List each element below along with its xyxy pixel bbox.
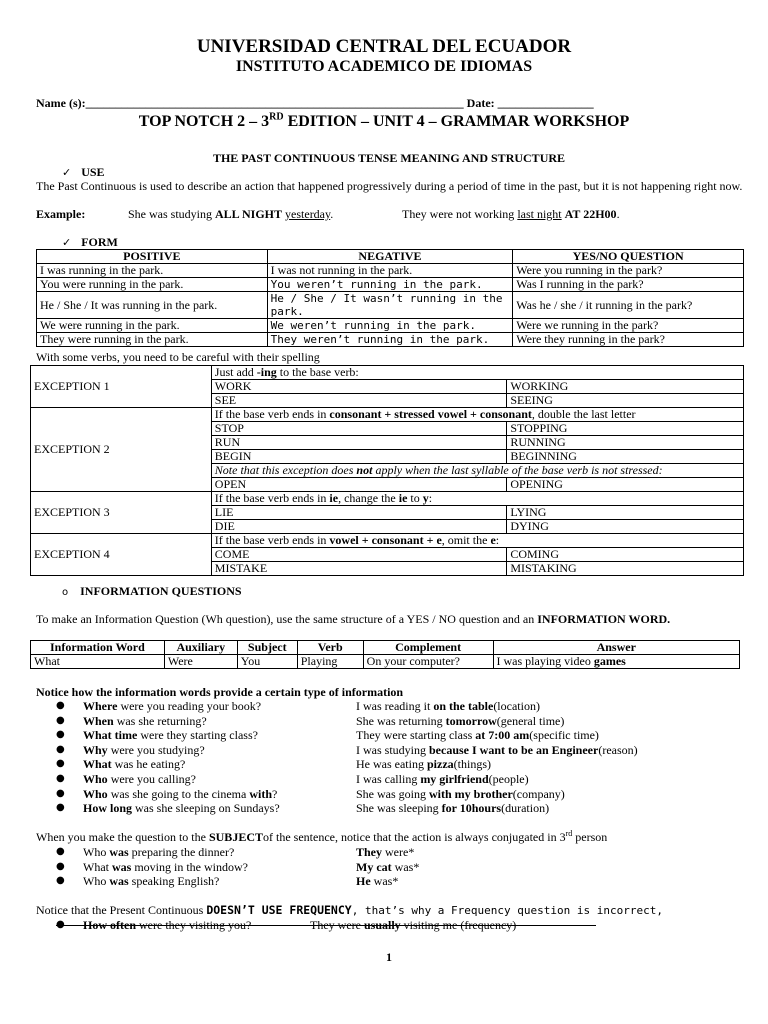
frequency-text-b: DOESN’T USE FREQUENCY <box>206 903 352 917</box>
table-row <box>31 366 744 380</box>
rule-text-bold: vowel + consonant + e <box>329 533 442 547</box>
answer-text: She was going <box>356 786 429 801</box>
circle-bullet-icon: o <box>62 587 69 598</box>
example-1-e: . <box>330 207 334 221</box>
frequency-text-c: , that’s why a Frequency question is incorrect, <box>351 904 663 917</box>
subject-text-a: When you make the question to the <box>36 830 209 844</box>
rule-text: If the base verb ends in <box>214 491 330 505</box>
answer-bold: with my brother <box>429 786 513 801</box>
bullet-icon: ● <box>56 758 65 770</box>
exception-2-rule <box>211 408 743 422</box>
subject-text-b: SUBJECT <box>208 830 263 844</box>
info-word: Who <box>83 786 108 801</box>
rule-text: If the base verb ends in <box>214 407 330 421</box>
answer <box>356 757 491 771</box>
answer <box>356 699 540 713</box>
answer-bold: for 10hours <box>441 801 502 816</box>
question-text: was she going to the cinema <box>107 786 250 801</box>
bullet-icon: ● <box>56 714 65 726</box>
name-label: Name (s): <box>36 96 86 110</box>
question-bold: was <box>109 845 129 859</box>
list-item <box>56 787 756 802</box>
note-text-bold: not <box>356 463 373 477</box>
question-text: were you studying? <box>107 742 205 757</box>
use-text: The Past Continuous is used to describe an action that happened progressively during a period of time in the past, but it is not happening right now. <box>36 179 743 193</box>
form-heading <box>62 235 118 250</box>
rule-text: : <box>495 533 500 547</box>
info-word: Where <box>83 699 118 713</box>
question <box>83 757 185 771</box>
example-2 <box>402 207 620 221</box>
example-1-b: ALL NIGHT <box>215 207 283 221</box>
info-text-b: INFORMATION WORD. <box>537 612 671 626</box>
info-word: How long <box>83 801 133 816</box>
table-cell: COME <box>211 548 507 562</box>
date-label: Date: <box>466 96 495 110</box>
table-cell: Were they running in the park? <box>513 333 744 347</box>
name-date-line <box>36 96 736 110</box>
name-field[interactable]: _______________________________________________________________ <box>85 96 464 110</box>
answer-text: She was sleeping <box>356 801 442 816</box>
use-label: USE <box>81 165 105 179</box>
workshop-title-part2: EDITION – UNIT 4 – GRAMMAR WORKSHOP <box>283 113 630 130</box>
question-text: preparing the dinner? <box>128 845 235 859</box>
form-table <box>36 249 744 347</box>
rule-text: to <box>407 491 423 505</box>
answer <box>356 772 529 786</box>
example-1-d: yesterday <box>285 207 331 221</box>
frequency-example <box>56 918 616 932</box>
question <box>83 874 219 888</box>
answer-text: visiting me (frequency) <box>400 918 517 932</box>
answer-text: She was returning <box>356 713 446 728</box>
info-header-subject: Subject <box>237 641 297 655</box>
section-title: THE PAST CONTINUOUS TENSE MEANING AND STRUCTURE <box>212 151 566 165</box>
date-field[interactable]: ________________ <box>497 96 594 110</box>
workshop-title-sup: RD <box>269 111 284 123</box>
answer-text: He was eating <box>356 757 427 772</box>
question <box>83 772 196 786</box>
table-cell: I was not running in the park. <box>267 264 513 278</box>
info-table-header <box>31 641 740 655</box>
bullet-icon: ● <box>56 729 65 741</box>
table-cell: LIE <box>211 506 507 520</box>
table-cell: DYING <box>507 520 744 534</box>
exception-3-rule <box>211 492 743 506</box>
exception-4-label: EXCEPTION 4 <box>31 534 212 576</box>
list-item <box>56 874 756 889</box>
rule-text: , double the last letter <box>531 407 636 421</box>
table-cell: LYING <box>507 506 744 520</box>
question-text: were you reading your book? <box>117 699 262 713</box>
answer-bold: tomorrow <box>445 713 497 728</box>
question-text: were they starting class? <box>137 728 258 743</box>
list-item <box>56 860 756 875</box>
exception-3-label: EXCEPTION 3 <box>31 492 212 534</box>
table-cell: We were running in the park. <box>37 319 268 333</box>
list-item <box>56 699 756 714</box>
question-text: were they visiting you? <box>136 918 252 932</box>
note-text: Note that this exception does <box>214 463 357 477</box>
answer-text: I was reading it <box>356 699 434 713</box>
table-cell: You were running in the park. <box>37 278 268 292</box>
example-2-e: . <box>616 207 620 221</box>
rule-text-bold: consonant + stressed vowel + consonant <box>329 407 532 421</box>
question-bold: How often <box>83 918 136 932</box>
answer-type: (location) <box>493 699 540 713</box>
question-text: was she returning? <box>113 713 207 728</box>
question-text: were you calling? <box>107 771 196 786</box>
form-table-header <box>37 250 744 264</box>
table-cell: Were we running in the park? <box>513 319 744 333</box>
info-header-aux: Auxiliary <box>164 641 237 655</box>
answer <box>356 860 419 874</box>
info-text <box>36 612 670 626</box>
university-title: UNIVERSIDAD CENTRAL DEL ECUADOR <box>196 36 572 57</box>
answer-text: were* <box>382 845 415 859</box>
table-row <box>37 264 744 278</box>
info-word: Why <box>83 742 108 757</box>
table-row <box>31 534 744 548</box>
question-text: was she sleeping on Sundays? <box>132 801 280 816</box>
table-row <box>37 333 744 347</box>
question <box>83 845 234 859</box>
answer-text: They were <box>310 918 364 932</box>
institute-title: INSTITUTO ACADEMICO DE IDIOMAS <box>235 58 533 75</box>
table-cell: We weren’t running in the park. <box>267 319 513 333</box>
answer-bold: at 7:00 am <box>475 728 530 743</box>
info-header-complement: Complement <box>363 641 493 655</box>
rule-text: : <box>428 491 433 505</box>
question <box>83 699 261 713</box>
use-heading <box>62 165 105 180</box>
table-cell: SEE <box>211 394 507 408</box>
example-2-a: They were not working <box>402 207 518 221</box>
rule-text-bold: -ing <box>256 365 277 379</box>
workshop-title <box>0 112 768 131</box>
list-item <box>56 772 756 787</box>
table-cell: STOP <box>211 422 507 436</box>
answer <box>356 728 599 742</box>
table-cell: Was he / she / it running in the park? <box>513 292 744 319</box>
bullet-icon: ● <box>56 787 65 799</box>
form-header-negative: NEGATIVE <box>267 250 513 264</box>
answer <box>356 845 414 859</box>
answer-text: They were starting class <box>356 728 476 743</box>
table-cell: They were running in the park. <box>37 333 268 347</box>
answer-text: was* <box>370 874 399 889</box>
answer-bold: He <box>356 874 371 889</box>
exception-2-note <box>211 464 743 478</box>
table-cell: STOPPING <box>507 422 744 436</box>
example-1-a: She was studying <box>128 207 215 221</box>
table-cell <box>493 655 739 669</box>
answer <box>356 714 564 728</box>
list-item <box>56 801 756 816</box>
form-label: FORM <box>81 235 118 249</box>
rule-text: Just add <box>214 365 257 379</box>
table-cell: MISTAKING <box>507 562 744 576</box>
notice-list <box>56 699 756 816</box>
info-word: When <box>83 713 114 728</box>
rule-text: to the base verb: <box>276 365 359 379</box>
table-cell: I was running in the park. <box>37 264 268 278</box>
table-cell: RUNNING <box>507 436 744 450</box>
answer-type: (things) <box>453 757 491 772</box>
table-cell: You weren’t running in the park. <box>267 278 513 292</box>
answer <box>356 787 565 801</box>
rule-text-bold: e <box>490 533 496 547</box>
answer-text: I was playing video <box>496 654 594 668</box>
example-2-b: last night <box>517 207 562 221</box>
bullet-icon: ● <box>56 875 65 887</box>
rule-text: , change the <box>338 491 399 505</box>
subject-text-c: of the sentence, notice that the action is always conjugated in 3 <box>263 830 566 844</box>
strikethrough-line <box>56 925 596 926</box>
answer-text-bold: games <box>593 654 626 668</box>
table-cell: BEGIN <box>211 450 507 464</box>
subject-text-d: person <box>572 830 608 844</box>
note-text: apply when the last syllable of the base verb is not stressed: <box>372 463 663 477</box>
question <box>83 728 258 742</box>
bullet-icon: ● <box>56 802 65 814</box>
subject-list <box>56 845 756 889</box>
list-item <box>56 757 756 772</box>
question-text: What <box>83 859 112 874</box>
table-cell: Were you running in the park? <box>513 264 744 278</box>
list-item <box>56 845 756 860</box>
answer-type: (duration) <box>501 801 550 816</box>
table-cell: WORK <box>211 380 507 394</box>
table-cell: What <box>31 655 165 669</box>
table-cell: DIE <box>211 520 507 534</box>
example-1 <box>128 207 333 221</box>
list-item <box>56 743 756 758</box>
subject-text-sup: rd <box>565 829 573 838</box>
question-text: moving in the window? <box>131 859 248 874</box>
frequency-text <box>36 903 663 918</box>
answer-text: was* <box>391 859 420 874</box>
question <box>83 787 277 801</box>
table-cell: RUN <box>211 436 507 450</box>
question-text: was he eating? <box>111 757 186 772</box>
question <box>83 743 205 757</box>
info-header-word: Information Word <box>31 641 165 655</box>
info-word: What <box>83 757 112 772</box>
info-text-a: To make an Information Question (Wh question), use the same structure of a YES / NO question and an <box>36 612 538 626</box>
example-2-d: AT 22H00 <box>564 207 617 221</box>
checkmark-icon: ✓ <box>62 236 72 249</box>
rule-text-bold: ie <box>398 491 408 505</box>
list-item <box>56 714 756 729</box>
question <box>83 801 280 815</box>
exceptions-table <box>30 365 744 576</box>
question-text: ? <box>272 786 278 801</box>
answer-bold: usually <box>363 918 401 932</box>
answer-type: (people) <box>488 771 529 786</box>
question <box>83 860 248 874</box>
info-word: Who <box>83 771 108 786</box>
subject-text <box>36 830 607 844</box>
notice-title: Notice how the information words provide a certain type of information <box>36 685 404 699</box>
info-word: What time <box>83 728 138 743</box>
table-row <box>31 408 744 422</box>
answer-type: (specific time) <box>529 728 599 743</box>
info-header-answer: Answer <box>493 641 739 655</box>
bullet-icon: ● <box>56 860 65 872</box>
answer <box>356 801 549 815</box>
table-cell: They weren’t running in the park. <box>267 333 513 347</box>
answer-bold: My cat <box>356 859 392 874</box>
table-cell: Were <box>164 655 237 669</box>
question-text: speaking English? <box>128 874 220 889</box>
table-row <box>31 492 744 506</box>
table-cell: OPENING <box>507 478 744 492</box>
table-cell: Was I running in the park? <box>513 278 744 292</box>
exception-2-label: EXCEPTION 2 <box>31 408 212 492</box>
table-cell: He / She / It wasn’t running in the park. <box>267 292 513 319</box>
rule-text: , omit the <box>441 533 491 547</box>
answer-bold: my girlfriend <box>420 771 489 786</box>
answer-text: I was calling <box>356 771 421 786</box>
rule-text-bold: y <box>422 491 429 505</box>
exception-1-rule <box>211 366 743 380</box>
question-bold: with <box>249 786 272 801</box>
table-row <box>37 319 744 333</box>
table-cell: Playing <box>297 655 363 669</box>
table-row <box>37 292 744 319</box>
question-bold: was <box>112 859 132 874</box>
answer-type: (reason) <box>598 742 638 757</box>
bullet-icon: ● <box>56 846 65 857</box>
exception-1-label: EXCEPTION 1 <box>31 366 212 408</box>
info-heading <box>62 584 242 600</box>
table-cell: WORKING <box>507 380 744 394</box>
workshop-title-part1: TOP NOTCH 2 – 3 <box>138 113 270 130</box>
table-cell: SEEING <box>507 394 744 408</box>
table-cell: You <box>237 655 297 669</box>
example-label-text: Example: <box>36 207 86 221</box>
bullet-icon: ● <box>56 772 65 784</box>
checkmark-icon: ✓ <box>62 166 72 179</box>
answer-bold: pizza <box>426 757 454 772</box>
question-bold: was <box>109 874 129 889</box>
example-label <box>36 207 85 221</box>
table-cell: BEGINNING <box>507 450 744 464</box>
table-row <box>37 278 744 292</box>
table-cell: OPEN <box>211 478 507 492</box>
bullet-icon: ● <box>56 919 65 930</box>
table-cell: COMING <box>507 548 744 562</box>
bullet-icon: ● <box>56 743 65 755</box>
answer-text: I was studying <box>356 742 429 757</box>
info-label: INFORMATION QUESTIONS <box>80 584 242 598</box>
exception-4-rule <box>211 534 743 548</box>
table-cell: On your computer? <box>363 655 493 669</box>
answer-type: (company) <box>512 786 565 801</box>
rule-text: If the base verb ends in <box>214 533 330 547</box>
table-cell: MISTAKE <box>211 562 507 576</box>
page-number: 1 <box>386 950 392 964</box>
form-header-question: YES/NO QUESTION <box>513 250 744 264</box>
question-text: Who <box>83 845 110 859</box>
info-table <box>30 640 740 669</box>
rule-text-bold: ie <box>329 491 339 505</box>
frequency-text-a: Notice that the Present Continuous <box>36 903 207 917</box>
answer-bold: on the table <box>433 699 494 713</box>
list-item <box>56 728 756 743</box>
answer-type: (general time) <box>496 713 565 728</box>
form-header-positive: POSITIVE <box>37 250 268 264</box>
answer-bold: They <box>356 845 383 859</box>
question-text: Who <box>83 874 110 889</box>
answer <box>356 874 398 888</box>
info-header-verb: Verb <box>297 641 363 655</box>
table-row <box>31 655 740 669</box>
answer <box>356 743 638 757</box>
answer-bold: because I want to be an Engineer <box>429 742 599 757</box>
spelling-intro: With some verbs, you need to be careful with their spelling <box>36 350 320 364</box>
table-cell: He / She / It was running in the park. <box>37 292 268 319</box>
question <box>83 714 207 728</box>
bullet-icon: ● <box>56 700 65 711</box>
